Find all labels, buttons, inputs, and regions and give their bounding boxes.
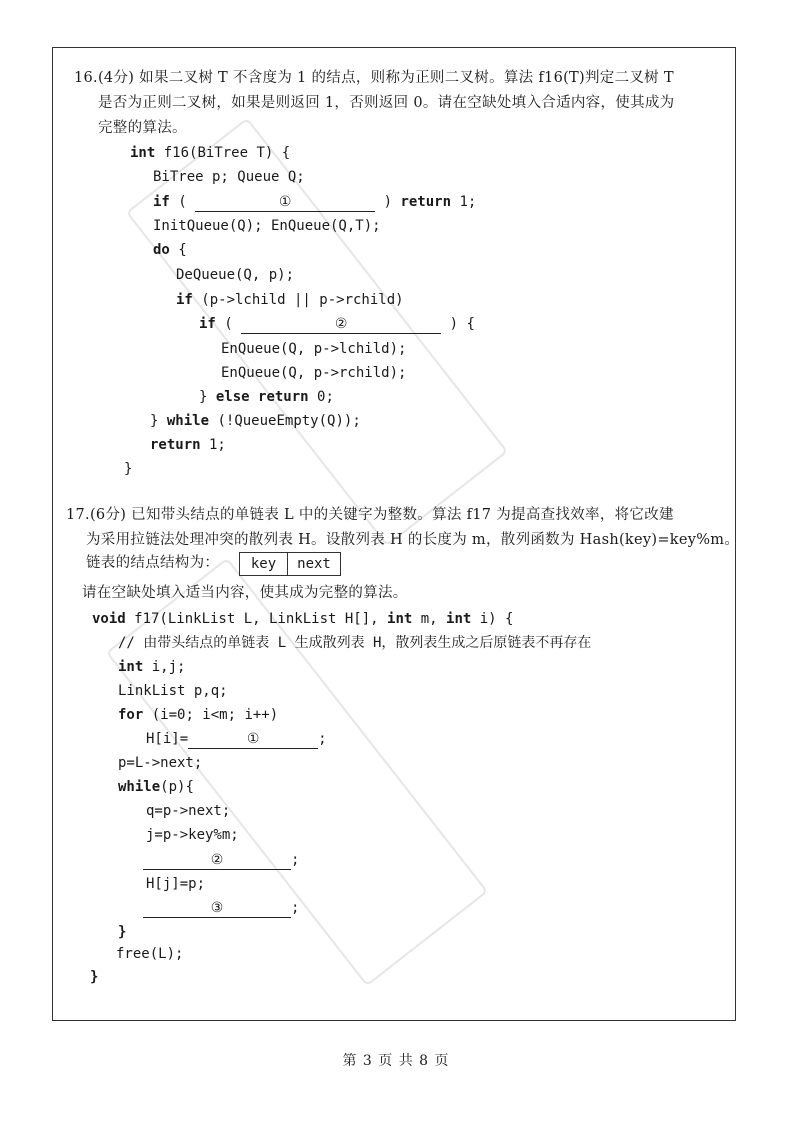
code-text: 1; — [451, 194, 477, 210]
q17-code-while — [118, 777, 194, 797]
q16-number: 16. — [74, 70, 98, 86]
q17-line3: 链表的结点结构为： — [86, 555, 220, 571]
code-text: f16(BiTree T) { — [155, 145, 291, 161]
q16-line1 — [74, 68, 674, 88]
struct-field-key: key — [240, 553, 288, 575]
q16-code-while — [150, 411, 361, 431]
code-text: 0; — [308, 389, 334, 405]
q17-code-linklist-decl: LinkList p,q; — [118, 683, 228, 699]
q16-code-enqueue-left: EnQueue(Q, p->lchild); — [221, 341, 407, 357]
q16-code-else — [199, 387, 334, 407]
code-text: ; — [291, 900, 300, 916]
q17-code-blank3-line — [143, 898, 299, 918]
q16-blank-2[interactable] — [241, 316, 441, 334]
q16-code-return — [150, 435, 226, 455]
q16-code-if3 — [199, 314, 475, 334]
code-text: (!QueueEmpty(Q)); — [209, 413, 361, 429]
node-structure-diagram — [239, 552, 341, 576]
code-text: ; — [318, 731, 327, 747]
keyword: if — [153, 194, 170, 210]
keyword: int — [387, 611, 413, 627]
q17-points: (6分) — [89, 507, 127, 523]
q16-code-end: } — [124, 461, 133, 477]
q17-code-comment: // 由带头结点的单链表 L 生成散列表 H，散列表生成之后原链表不再存在 — [118, 635, 592, 651]
code-text: ) — [375, 194, 393, 210]
q16-line3: 完整的算法。 — [98, 120, 187, 136]
q17-code-close-while: } — [118, 924, 127, 940]
keyword: else return — [215, 389, 309, 405]
code-text: H[i]= — [146, 731, 189, 747]
blank-number: ① — [246, 731, 260, 747]
keyword: void — [92, 611, 126, 627]
q16-code-init: InitQueue(Q); EnQueue(Q,T); — [153, 218, 381, 234]
q17-text1: 已知带头结点的单链表 L 中的关键字为整数。算法 f17 为提高查找效率，将它改建 — [131, 507, 674, 523]
q16-code-if2 — [176, 290, 404, 310]
code-text: 1; — [200, 437, 226, 453]
q17-code-hj-assign: H[j]=p; — [146, 876, 206, 892]
code-text: ( — [169, 194, 187, 210]
code-text: (p->lchild || p->rchild) — [192, 292, 404, 308]
blank-number: ② — [334, 316, 348, 332]
q16-text1: 如果二叉树 T 不含度为 1 的结点，则称为正则二叉树。算法 f16(T)判定二叉树 T — [139, 70, 674, 86]
q16-code-signature — [130, 143, 290, 163]
keyword: while — [118, 779, 161, 795]
code-text: (p){ — [160, 779, 194, 795]
keyword: do — [153, 242, 170, 258]
q17-code-for — [118, 705, 278, 725]
q17-line1 — [66, 505, 674, 525]
struct-field-next: next — [297, 556, 331, 572]
q17-code-p-init: p=L->next; — [118, 755, 203, 771]
code-text: m, — [412, 611, 447, 627]
blank-number: ③ — [210, 900, 224, 916]
code-text: { — [169, 242, 187, 258]
q17-line4: 请在空缺处填入适当内容，使其成为完整的算法。 — [82, 585, 408, 601]
q17-code-j-key: j=p->key%m; — [146, 827, 239, 843]
q17-code-free: free(L); — [116, 946, 184, 962]
q17-code-end: } — [90, 969, 99, 985]
q16-code-enqueue-right: EnQueue(Q, p->rchild); — [221, 365, 407, 381]
code-text: (i=0; i<m; i++) — [143, 707, 279, 723]
q16-line2: 是否为正则二叉树，如果是则返回 1，否则返回 0。请在空缺处填入合适内容，使其成为 — [98, 95, 675, 111]
q16-blank-1[interactable] — [195, 194, 375, 212]
code-text: ( — [215, 316, 233, 332]
keyword: int — [446, 611, 472, 627]
page-number: 第 3 页 共 8 页 — [342, 1053, 450, 1069]
code-text: f17(LinkList L, LinkList H[], — [125, 611, 388, 627]
code-text: i,j; — [143, 659, 186, 675]
code-text: i) { — [471, 611, 514, 627]
q17-code-blank2-line — [143, 850, 299, 870]
q17-line2: 为采用拉链法处理冲突的散列表 H。设散列表 H 的长度为 m，散列函数为 Hash(key)=key%m。 — [86, 532, 740, 548]
keyword: for — [118, 707, 144, 723]
q17-number: 17. — [66, 507, 90, 523]
keyword: int — [118, 659, 144, 675]
code-text: ; — [291, 852, 300, 868]
code-text: ) { — [441, 316, 475, 332]
q16-points: (4分) — [97, 70, 135, 86]
keyword: return — [400, 194, 452, 210]
q16-code-if1 — [153, 192, 476, 212]
q17-code-q-next: q=p->next; — [146, 803, 231, 819]
keyword: int — [130, 145, 156, 161]
q17-blank-3[interactable] — [143, 900, 291, 918]
q17-code-int-decl — [118, 657, 185, 677]
code-text: } — [150, 413, 159, 429]
keyword: if — [199, 316, 216, 332]
q17-blank-1[interactable] — [188, 731, 318, 749]
q17-blank-2[interactable] — [143, 852, 291, 870]
q17-code-hi-assign — [146, 729, 327, 749]
q17-code-signature — [92, 609, 513, 629]
code-text: } — [199, 389, 208, 405]
q16-code-do — [153, 240, 187, 260]
keyword: return — [150, 437, 201, 453]
blank-number: ① — [278, 194, 292, 210]
q16-code-dequeue: DeQueue(Q, p); — [176, 267, 295, 283]
keyword: while — [166, 413, 210, 429]
q16-code-decl: BiTree p; Queue Q; — [153, 169, 305, 185]
keyword: if — [176, 292, 193, 308]
blank-number: ② — [210, 852, 224, 868]
